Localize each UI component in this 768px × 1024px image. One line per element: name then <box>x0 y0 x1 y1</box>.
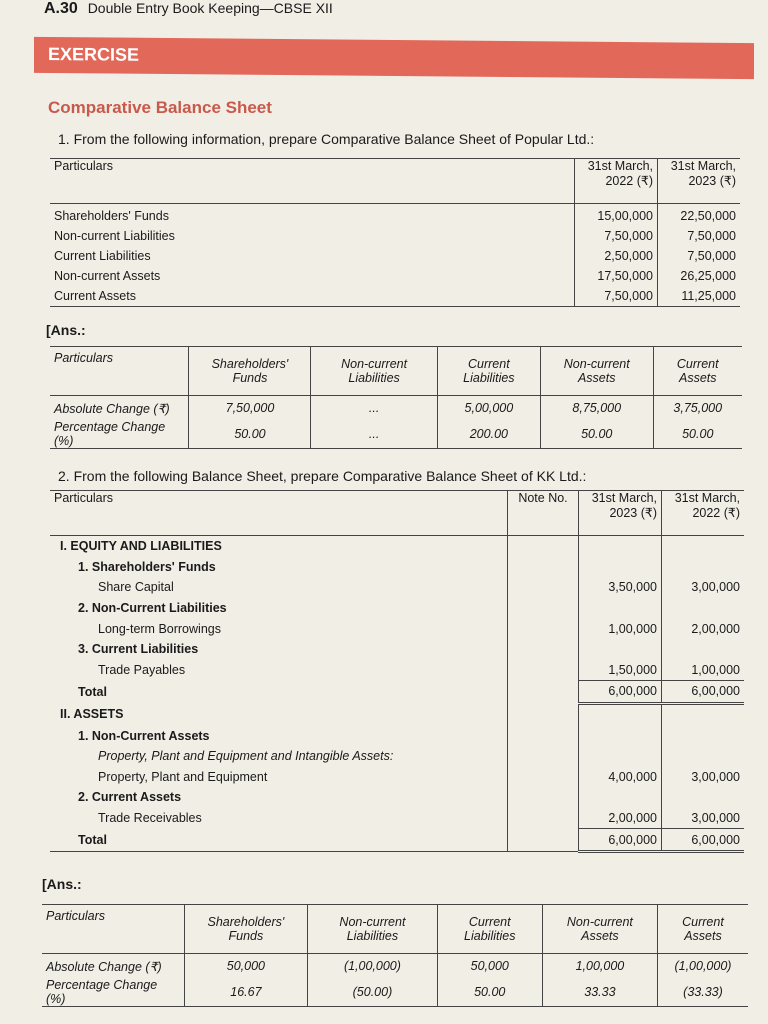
row-label: Shareholders' Funds <box>54 209 169 223</box>
value-2022 <box>662 557 745 578</box>
table-cell: 5,00,000 <box>437 396 540 421</box>
value-2022: 7,50,000 <box>575 286 658 307</box>
note-cell <box>508 598 579 619</box>
column-header-note-no: Note No. <box>508 491 579 536</box>
table-row <box>50 286 740 307</box>
column-header-2022: 31st March, 2022 (₹) <box>575 159 658 204</box>
row-label: Trade Payables <box>98 663 186 678</box>
page-number: A.30 <box>44 0 78 17</box>
value-2023: 7,50,000 <box>658 246 741 266</box>
table-row <box>50 703 744 725</box>
value-2023: 11,25,000 <box>658 286 741 307</box>
value-2022: 3,00,000 <box>662 767 745 788</box>
question-1-table <box>50 158 740 307</box>
row-label: Current Assets <box>54 289 136 303</box>
value-2023 <box>579 746 662 767</box>
value-2022 <box>662 536 745 557</box>
row-label: Total <box>78 832 107 847</box>
question-2-text: 2. From the following Balance Sheet, prepare Comparative Balance Sheet of KK Ltd.: <box>58 468 587 484</box>
table-row <box>50 557 744 578</box>
value-2022: 17,50,000 <box>575 266 658 286</box>
row-label: 2. Current Assets <box>78 790 182 805</box>
note-cell <box>508 557 579 578</box>
column-header: Particulars <box>42 905 184 954</box>
row-label: Non-current Assets <box>54 269 161 283</box>
row-label: 2. Non-Current Liabilities <box>78 601 227 616</box>
column-header-2023: 31st March, 2023 (₹) <box>579 491 662 536</box>
page-header <box>44 0 333 22</box>
table-cell: (1,00,000) <box>308 954 437 979</box>
question-1-text: 1. From the following information, prepare Comparative Balance Sheet of Popular Ltd.: <box>58 131 595 147</box>
note-cell <box>508 703 579 725</box>
value-2023 <box>579 639 662 660</box>
row-label: II. ASSETS <box>60 707 124 722</box>
row-label: Non-current Liabilities <box>54 229 175 243</box>
row-label: Absolute Change (₹) <box>46 959 162 974</box>
answer-1-table <box>50 346 742 449</box>
note-cell <box>508 725 579 746</box>
table-row <box>50 204 740 227</box>
table-cell: 50,000 <box>184 954 308 979</box>
column-header-2023: 31st March, 2023 (₹) <box>658 159 741 204</box>
table-cell: 7,50,000 <box>189 396 311 421</box>
note-cell <box>508 681 579 704</box>
value-2023: 1,00,000 <box>579 618 662 639</box>
row-label: Absolute Change (₹) <box>54 401 170 416</box>
value-2022 <box>662 787 745 808</box>
table-cell: 33.33 <box>542 978 657 1007</box>
table-row <box>50 226 740 246</box>
value-2022: 1,00,000 <box>662 660 745 681</box>
row-label: 3. Current Liabilities <box>78 642 199 657</box>
table-row <box>50 808 744 829</box>
value-2022: 2,50,000 <box>575 246 658 266</box>
column-header-particulars: Particulars <box>50 159 575 204</box>
note-cell <box>508 787 579 808</box>
column-header: Current Liabilities <box>437 347 540 396</box>
table-row <box>50 767 744 788</box>
column-header: Shareholders' Funds <box>184 905 308 954</box>
note-cell <box>508 660 579 681</box>
value-2023: 7,50,000 <box>658 226 741 246</box>
table-row <box>50 725 744 746</box>
value-2022: 3,00,000 <box>662 577 745 598</box>
table-cell: 50.00 <box>189 420 311 449</box>
column-header: Non-current Assets <box>542 905 657 954</box>
table-cell: 3,75,000 <box>653 396 742 421</box>
answer-2-label: [Ans.: <box>42 876 82 892</box>
row-label: Percentage Change (%) <box>46 978 158 1006</box>
table-row <box>50 396 742 421</box>
value-2023 <box>579 703 662 725</box>
table-row <box>50 536 744 557</box>
note-cell <box>508 808 579 829</box>
value-2023: 4,00,000 <box>579 767 662 788</box>
column-header: Current Assets <box>653 347 742 396</box>
table-row <box>50 618 744 639</box>
table-cell: 200.00 <box>437 420 540 449</box>
table-row <box>50 246 740 266</box>
row-label: Share Capital <box>98 580 174 595</box>
table-cell: (50.00) <box>308 978 437 1007</box>
table-row <box>50 577 744 598</box>
column-header-particulars: Particulars <box>50 491 508 536</box>
table-cell: 50,000 <box>437 954 542 979</box>
column-header: Non-current Liabilities <box>308 905 437 954</box>
row-label: Percentage Change (%) <box>54 420 166 448</box>
table-row <box>50 639 744 660</box>
value-2023 <box>579 787 662 808</box>
table-cell: (33.33) <box>657 978 748 1007</box>
table-cell: 50.00 <box>653 420 742 449</box>
table-row <box>42 978 748 1007</box>
value-2022 <box>662 725 745 746</box>
row-label: 1. Non-Current Assets <box>78 728 210 743</box>
row-label: Long-term Borrowings <box>98 621 221 636</box>
value-2023: 6,00,000 <box>579 681 662 704</box>
note-cell <box>508 767 579 788</box>
row-label: Property, Plant and Equipment <box>98 769 268 784</box>
value-2022: 15,00,000 <box>575 204 658 227</box>
value-2022 <box>662 746 745 767</box>
question-2-table <box>50 490 744 853</box>
row-label: 1. Shareholders' Funds <box>78 559 216 574</box>
value-2023: 1,50,000 <box>579 660 662 681</box>
row-label: Current Liabilities <box>54 249 151 263</box>
column-header: Current Liabilities <box>437 905 542 954</box>
note-cell <box>508 746 579 767</box>
value-2022 <box>662 639 745 660</box>
note-cell <box>508 829 579 852</box>
note-cell <box>508 536 579 557</box>
table-cell: 1,00,000 <box>542 954 657 979</box>
row-label: I. EQUITY AND LIABILITIES <box>60 539 222 554</box>
column-header: Shareholders' Funds <box>189 347 311 396</box>
note-cell <box>508 577 579 598</box>
column-header-2022: 31st March, 2022 (₹) <box>662 491 745 536</box>
value-2023: 26,25,000 <box>658 266 741 286</box>
value-2023: 3,50,000 <box>579 577 662 598</box>
table-cell: 50.00 <box>437 978 542 1007</box>
answer-1-label: [Ans.: <box>46 322 86 338</box>
value-2022: 7,50,000 <box>575 226 658 246</box>
value-2022: 6,00,000 <box>662 829 745 852</box>
book-title: Double Entry Book Keeping—CBSE XII <box>87 0 333 16</box>
table-row <box>50 660 744 681</box>
value-2023: 22,50,000 <box>658 204 741 227</box>
exercise-banner <box>34 37 754 79</box>
note-cell <box>508 639 579 660</box>
value-2023 <box>579 536 662 557</box>
table-row <box>50 681 744 704</box>
value-2023: 2,00,000 <box>579 808 662 829</box>
table-cell: ... <box>311 396 437 421</box>
column-header: Current Assets <box>657 905 748 954</box>
column-header: Particulars <box>50 347 189 396</box>
table-row <box>50 266 740 286</box>
value-2022: 2,00,000 <box>662 618 745 639</box>
row-label: Property, Plant and Equipment and Intangible Assets: <box>98 749 394 764</box>
answer-2-table <box>42 904 748 1007</box>
table-row <box>50 746 744 767</box>
table-row <box>50 420 742 449</box>
table-row <box>50 829 744 852</box>
note-cell <box>508 618 579 639</box>
section-title: Comparative Balance Sheet <box>48 98 272 117</box>
value-2022: 3,00,000 <box>662 808 745 829</box>
table-cell: 16.67 <box>184 978 308 1007</box>
value-2023: 6,00,000 <box>579 829 662 852</box>
column-header: Non-current Assets <box>540 347 653 396</box>
value-2022 <box>662 703 745 725</box>
value-2023 <box>579 598 662 619</box>
value-2022: 6,00,000 <box>662 681 745 704</box>
value-2023 <box>579 557 662 578</box>
value-2023 <box>579 725 662 746</box>
row-label: Total <box>78 684 107 699</box>
exercise-label: EXERCISE <box>48 43 140 65</box>
value-2022 <box>662 598 745 619</box>
table-cell: (1,00,000) <box>657 954 748 979</box>
column-header: Non-current Liabilities <box>311 347 437 396</box>
table-row <box>50 787 744 808</box>
table-row <box>50 598 744 619</box>
table-row <box>42 954 748 979</box>
row-label: Trade Receivables <box>98 811 202 826</box>
table-cell: ... <box>311 420 437 449</box>
table-cell: 8,75,000 <box>540 396 653 421</box>
table-cell: 50.00 <box>540 420 653 449</box>
